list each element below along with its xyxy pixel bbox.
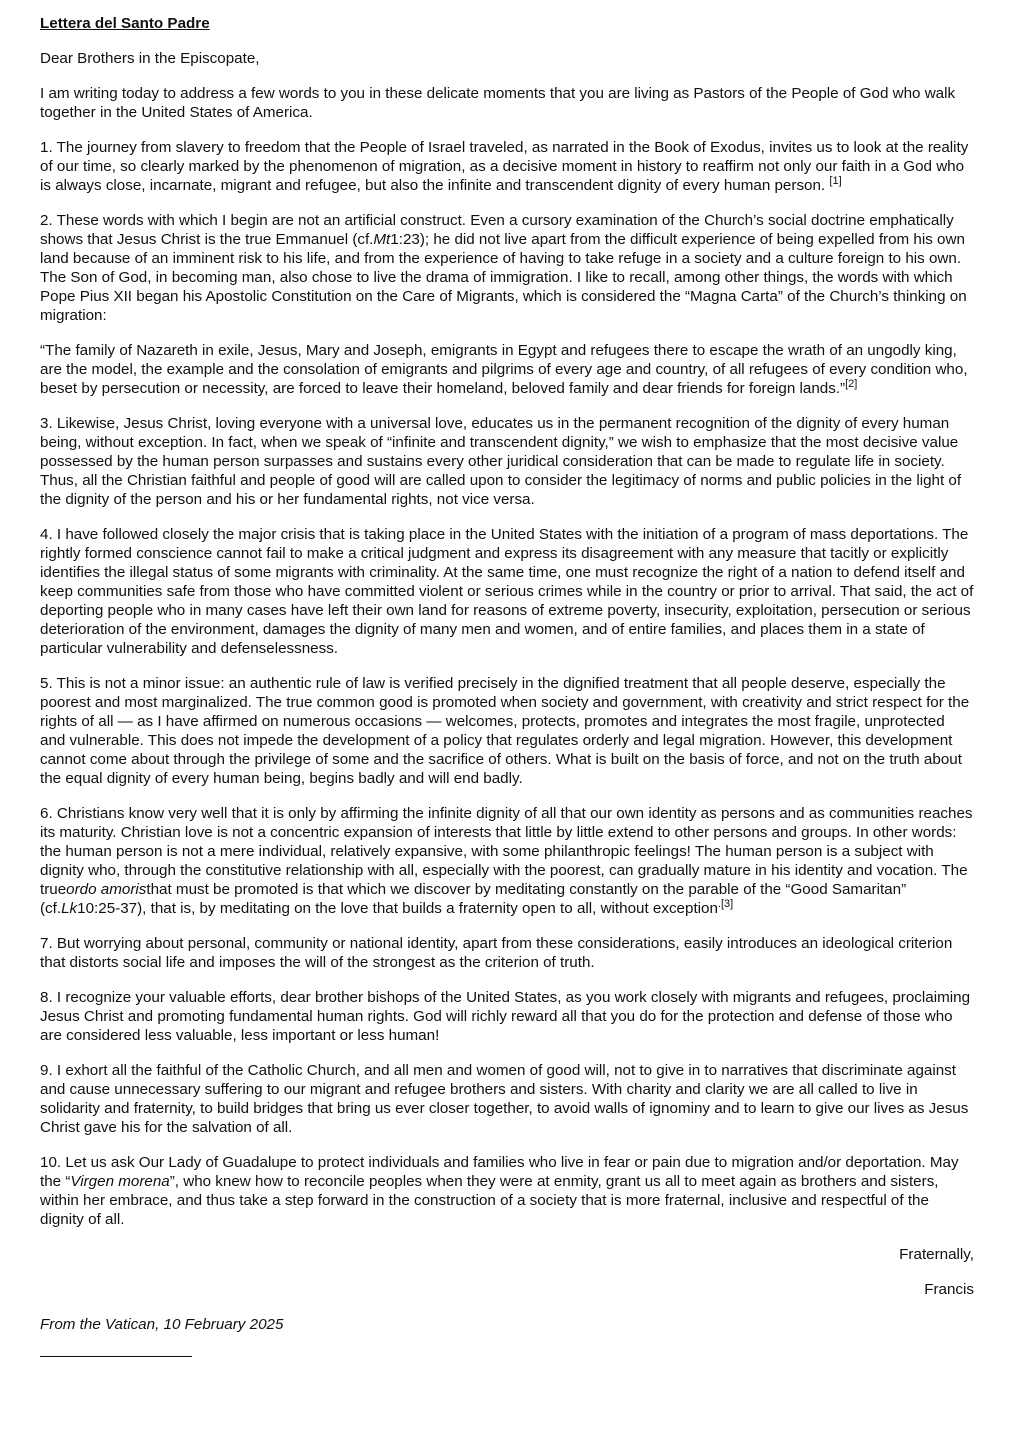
scripture-ref-mt: Mt	[373, 231, 391, 248]
footnote-ref-1[interactable]: [1]	[829, 174, 842, 187]
paragraph-5: 5. This is not a minor issue: an authentic rule of law is verified precisely in the dignified treatment that all people deserve, especially the poorest and most marginalized. The true common good is promoted when society and government, with creativity and strict respect for the rights of all — as I have affirmed on numerous occasions — welcomes, protects, promotes and integrates the most fragile, unprotected and vulnerable. This does not impede the development of a policy that regulates orderly and legal migration. However, this development cannot come about through the privilege of some and the sacrifice of others. What is built on the basis of force, and not on the truth about the equal dignity of every human being, begins badly and will end badly.	[40, 675, 970, 787]
paragraph-3: 3. Likewise, Jesus Christ, loving everyone with a universal love, educates us in the permanent recognition of the dignity of every human being, without exception. In fact, when we speak of “infinite and transcendent dignity,” we wish to emphasize that the most decisive value possessed by the human person surpasses and sustains every other juridical consideration that can be made to regulate life in society. Thus, all the Christian faithful and people of good will are called upon to consider the legitimacy of norms and public policies in the light of the dignity of the person and his or her fundamental rights, not vice versa.	[40, 415, 962, 508]
paragraph-2-text-a: 2. These words with which I begin are not an artificial construct. Even a cursory examination of the Church’s social doctrine emphatically shows that Jesus Christ is the true Emmanuel (cf.	[40, 212, 954, 248]
salutation: Dear Brothers in the Episcopate,	[40, 50, 260, 67]
footnote-ref-2[interactable]: [2]	[845, 377, 858, 390]
paragraph-1-text: 1. The journey from slavery to freedom that the People of Israel traveled, as narrated in the Book of Exodus, invites us to look at the reality of our time, so clearly marked by the phenomenon of migration, as a decisive moment in history to reaffirm not only our faith in a God who is always close, incarnate, migrant and refugee, but also the infinite and transcendent dignity of every human person.	[40, 139, 969, 194]
paragraph-10-text-a: 10. Let us ask Our Lady of Guadalupe to protect individuals and families who live in fear or pain due to migration and/or deportation. May the “	[40, 1154, 959, 1190]
paragraph-1	[40, 138, 974, 195]
paragraph-7: 7. But worrying about personal, community or national identity, apart from these considerations, easily introduces an ideological criterion that distorts social life and imposes the will of the strongest as the criterion of truth.	[40, 935, 953, 971]
virgen-morena-term: Virgen morena	[70, 1173, 170, 1190]
paragraph-10-text-b: ”, who knew how to reconcile peoples when they were at enmity, grant us all to meet again as brothers and sisters, within her embrace, and thus take a step forward in the construction of a society that is more fraternal, inclusive and respectful of the dignity of all.	[40, 1173, 939, 1228]
intro-paragraph: I am writing today to address a few words to you in these delicate moments that you are living as Pastors of the People of God who walk together in the United States of America.	[40, 85, 956, 121]
paragraph-6-text-b: that must be promoted is that which we discover by meditating constantly on the parable of the “Good Samaritan” (cf.	[40, 881, 907, 917]
letter-title: Lettera del Santo Padre	[40, 15, 210, 32]
paragraph-6	[40, 804, 974, 918]
paragraph-2	[40, 211, 974, 325]
quote-text: “The family of Nazareth in exile, Jesus, Mary and Joseph, emigrants in Egypt and refugees there to escape the wrath of an ungodly king, are the model, the example and the consolation of emigrants and pilgrims of every age and country, of all refugees of every condition who, beset by persecution or necessity, are forced to leave their homeland, beloved family and dear friends for foreign lands.”	[40, 342, 968, 397]
paragraph-6-text-a: 6. Christians know very well that it is only by affirming the infinite dignity of all that our own identity as persons and as communities reaches its maturity. Christian love is not a concentric expansion of interests that little by little extend to other persons and groups. In other words: the human person is not a mere individual, relatively expansive, with some philanthropic feelings! The human person is a subject with dignity who, through the constitutive relationship with all, especially with the poorest, can gradually mature in his identity and vocation. The true	[40, 805, 973, 898]
closing: Fraternally,	[899, 1246, 974, 1263]
quote-paragraph	[40, 341, 974, 398]
dateline: From the Vatican, 10 February 2025	[40, 1316, 284, 1333]
paragraph-2-text-b: 1:23); he did not live apart from the difficult experience of being expelled from his own land because of an imminent risk to his life, and from the experience of having to take refuge in a society and a culture foreign to his own. The Son of God, in becoming man, also chose to live the drama of immigration. I like to recall, among other things, the words with which Pope Pius XII began his Apostolic Constitution on the Care of Migrants, which is considered the “Magna Carta” of the Church’s thinking on migration:	[40, 231, 967, 324]
scripture-ref-lk: Lk	[61, 900, 78, 917]
ordo-amoris-term: ordo amoris	[66, 881, 147, 898]
footnotes-divider	[40, 1356, 192, 1357]
paragraph-10	[40, 1153, 974, 1229]
signature: Francis	[924, 1281, 974, 1298]
paragraph-4: 4. I have followed closely the major crisis that is taking place in the United States with the initiation of a program of mass deportations. The rightly formed conscience cannot fail to make a critical judgment and express its disagreement with any measure that tacitly or explicitly identifies the illegal status of some migrants with criminality. At the same time, one must recognize the right of a nation to defend itself and keep communities safe from those who have committed violent or serious crimes while in the country or prior to arrival. That said, the act of deporting people who in many cases have left their own land for reasons of extreme poverty, insecurity, exploitation, persecution or serious deterioration of the environment, damages the dignity of many men and women, and of entire families, and places them in a state of particular vulnerability and defenselessness.	[40, 526, 974, 657]
footnote-dot: .	[717, 897, 721, 910]
paragraph-9: 9. I exhort all the faithful of the Catholic Church, and all men and women of good will, not to give in to narratives that discriminate against and cause unnecessary suffering to our migrant and refugee brothers and sisters. With charity and clarity we are all called to live in solidarity and fraternity, to build bridges that bring us ever closer together, to avoid walls of ignominy and to learn to give our lives as Jesus Christ gave his for the salvation of all.	[40, 1062, 969, 1136]
footnote-ref-3[interactable]: [3]	[721, 897, 734, 910]
paragraph-6-text-c: 10:25-37), that is, by meditating on the love that builds a fraternity open to all, without exception	[77, 900, 718, 917]
paragraph-8: 8. I recognize your valuable efforts, dear brother bishops of the United States, as you work closely with migrants and refugees, proclaiming Jesus Christ and promoting fundamental human rights. God will richly reward all that you do for the protection and defense of those who are considered less valuable, less important or less human!	[40, 989, 971, 1044]
